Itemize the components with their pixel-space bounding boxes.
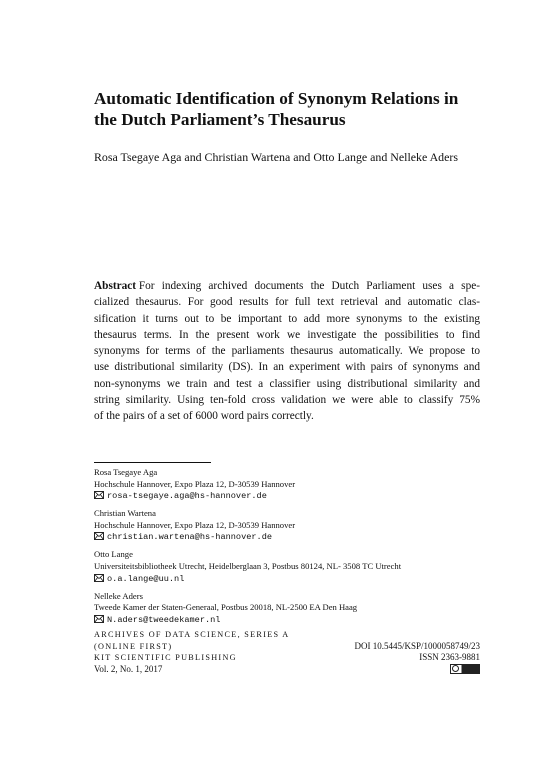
email-link[interactable]: N.aders@tweedekamer.nl	[107, 614, 221, 625]
journal-row	[94, 629, 480, 641]
abstract-line	[94, 408, 480, 424]
abstract-line	[94, 311, 480, 327]
affiliation-email-row	[94, 490, 401, 503]
title-line-1: Automatic Identification of Synonym Relations in	[94, 89, 459, 108]
journal-publisher: KIT SCIENTIFIC PUBLISHING	[94, 653, 237, 663]
abstract-text: string similarity. Using ten-fold cross validation we were able to classify 75%	[94, 394, 480, 407]
paper-title	[94, 88, 494, 130]
affiliation-email-row	[94, 614, 401, 627]
abstract-line	[94, 392, 480, 408]
abstract-text: non-synonyms we train and test a classifier using distributional similarity and	[94, 377, 480, 390]
abstract-text: use distributional similarity (DS). In an experiment with pairs of synonyms and	[94, 361, 480, 374]
abstract-line	[94, 294, 480, 310]
affiliation-block	[94, 508, 401, 544]
affiliation-block	[94, 549, 401, 585]
abstract-text: of the pairs of a set of 6000 word pairs correctly.	[94, 410, 314, 423]
author-list: Rosa Tsegaye Aga and Christian Wartena and Otto Lange and Nelleke Aders	[94, 150, 458, 164]
affiliation-address: Universiteitsbibliotheek Utrecht, Heidelberglaan 3, Postbus 80124, NL- 3508 TC Utrecht	[94, 560, 402, 571]
journal-series: ARCHIVES OF DATA SCIENCE, SERIES A	[94, 630, 290, 639]
abstract-text: synonyms for terms of the parliaments thesaurus automatically. We propose to	[94, 345, 480, 358]
journal-volume: Vol. 2, No. 1, 2017	[94, 663, 163, 674]
journal-row	[94, 641, 480, 653]
journal-doi[interactable]: DOI 10.5445/KSP/1000058749/23	[354, 640, 480, 651]
abstract-text: thesaurus terms. In the present work we investigate the possibilities to find	[94, 328, 480, 341]
cc-circle-icon	[452, 665, 459, 672]
abstract-line	[94, 343, 480, 359]
affiliation-email-row	[94, 573, 401, 586]
envelope-icon	[94, 532, 104, 540]
abstract-text: For indexing archived documents the Dutch Parliament uses a spe-	[138, 280, 480, 292]
abstract	[94, 278, 480, 425]
journal-row	[94, 664, 480, 676]
affiliation-name: Rosa Tsegaye Aga	[94, 467, 158, 477]
abstract-text: sification it turns out to be important to add more synonyms to the existing	[94, 312, 480, 325]
affiliation-address: Hochschule Hannover, Expo Plaza 12, D-30539 Hannover	[94, 478, 296, 489]
affiliation-name: Christian Wartena	[94, 508, 156, 519]
abstract-line	[94, 278, 480, 294]
affiliation-address: Hochschule Hannover, Expo Plaza 12, D-30539 Hannover	[94, 519, 296, 530]
affiliation-address: Tweede Kamer der Staten-Generaal, Postbus 20018, NL-2500 EA Den Haag	[94, 602, 358, 613]
abstract-label: Abstract	[94, 280, 137, 292]
affiliation-block	[94, 467, 401, 503]
journal-status: (ONLINE FIRST)	[94, 641, 173, 651]
email-link[interactable]: rosa-tsegaye.aga@hs-hannover.de	[107, 491, 267, 502]
abstract-line	[94, 327, 480, 343]
affiliation-name: Otto Lange	[94, 549, 133, 560]
abstract-line	[94, 359, 480, 375]
abstract-text: cialized thesaurus. For good results for full text retrieval and automatic clas-	[94, 296, 480, 309]
envelope-icon	[94, 574, 104, 582]
journal-row	[94, 652, 480, 664]
affiliations	[94, 467, 401, 632]
affiliation-block	[94, 591, 401, 627]
cc-license-icon[interactable]	[450, 664, 480, 674]
email-link[interactable]: christian.wartena@hs-hannover.de	[107, 532, 273, 543]
journal-info	[94, 629, 480, 675]
journal-issn: ISSN 2363-9881	[419, 652, 480, 663]
abstract-line	[94, 376, 480, 392]
footnote-rule	[94, 462, 211, 463]
affiliation-name: Nelleke Aders	[94, 590, 143, 601]
email-link[interactable]: o.a.lange@uu.nl	[107, 573, 185, 584]
envelope-icon	[94, 615, 104, 623]
affiliation-email-row	[94, 531, 401, 544]
envelope-icon	[94, 491, 104, 499]
title-line-2: the Dutch Parliament’s Thesaurus	[94, 110, 346, 129]
